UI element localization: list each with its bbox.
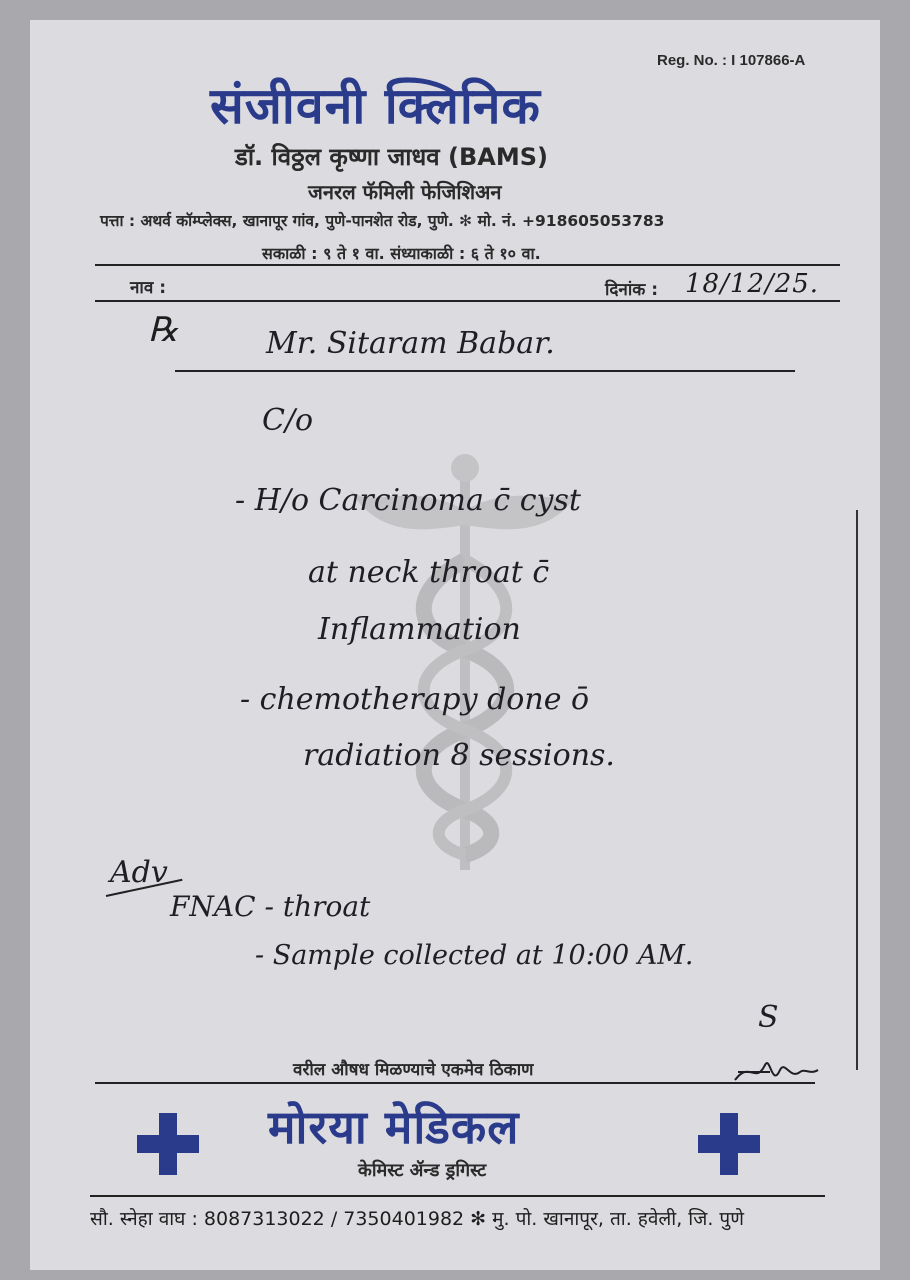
complaint-line-4: - chemotherapy done ō bbox=[240, 682, 590, 717]
complaint-line-2: at neck throat c̄ bbox=[308, 555, 550, 590]
advice-line-2: - Sample collected at 10:00 AM. bbox=[255, 940, 694, 971]
advice-line-1: FNAC - throat bbox=[170, 890, 371, 923]
clinic-address: पत्ता : अथर्व कॉम्प्लेक्स, खानापूर गांव, पुणे-पानशेत रोड, पुणे. ✻ मो. नं. +918605053783 bbox=[100, 212, 665, 230]
complaint-line-3: Inflammation bbox=[318, 612, 521, 647]
advice-heading: Adv bbox=[110, 855, 168, 890]
plus-icon bbox=[698, 1113, 760, 1175]
doctor-name: डॉ. विठ्ठल कृष्णा जाधव (BAMS) bbox=[235, 143, 548, 171]
owner-contact: सौ. स्नेहा वाघ : 8087313022 / 7350401982 ✻ मु. पो. खानापूर, ता. हवेली, जि. पुणे bbox=[90, 1208, 744, 1230]
rx-symbol: ℞ bbox=[148, 310, 179, 350]
date-label: दिनांक : bbox=[605, 280, 659, 300]
doctor-specialty: जनरल फॅमिली फेजिशिअन bbox=[308, 180, 502, 204]
plus-icon bbox=[137, 1113, 199, 1175]
chemist-subtitle: केमिस्ट ॲन्ड ड्रगिस्ट bbox=[358, 1160, 487, 1181]
registration-number: Reg. No. : I 107866-A bbox=[657, 52, 806, 69]
signature-mark: S bbox=[758, 1000, 779, 1035]
complaint-line-1: - H/o Carcinoma c̄ cyst bbox=[235, 483, 581, 518]
complaints-heading: C/o bbox=[262, 403, 314, 438]
availability-text: वरील औषध मिळण्याचे एकमेव ठिकाण bbox=[293, 1060, 534, 1080]
patient-underline bbox=[175, 370, 795, 372]
clinic-name: संजीवनी क्लिनिक bbox=[210, 77, 541, 135]
clinic-timing: सकाळी : ९ ते १ वा. संध्याकाळी : ६ ते १० वा. bbox=[262, 244, 541, 263]
name-label: नाव : bbox=[130, 278, 167, 298]
complaint-line-5: radiation 8 sessions. bbox=[303, 738, 615, 773]
footer-divider-top bbox=[95, 1082, 815, 1084]
right-margin-line bbox=[856, 510, 858, 1070]
date-value: 18/12/25. bbox=[685, 269, 820, 299]
header-divider bbox=[95, 264, 840, 266]
medical-store-name: मोरया मेडिकल bbox=[268, 1100, 520, 1154]
footer-divider-bottom bbox=[90, 1195, 825, 1197]
prescription-page bbox=[30, 20, 880, 1270]
name-row-divider bbox=[95, 300, 840, 302]
patient-name: Mr. Sitaram Babar. bbox=[266, 326, 555, 361]
doctor-signature bbox=[730, 1050, 820, 1090]
